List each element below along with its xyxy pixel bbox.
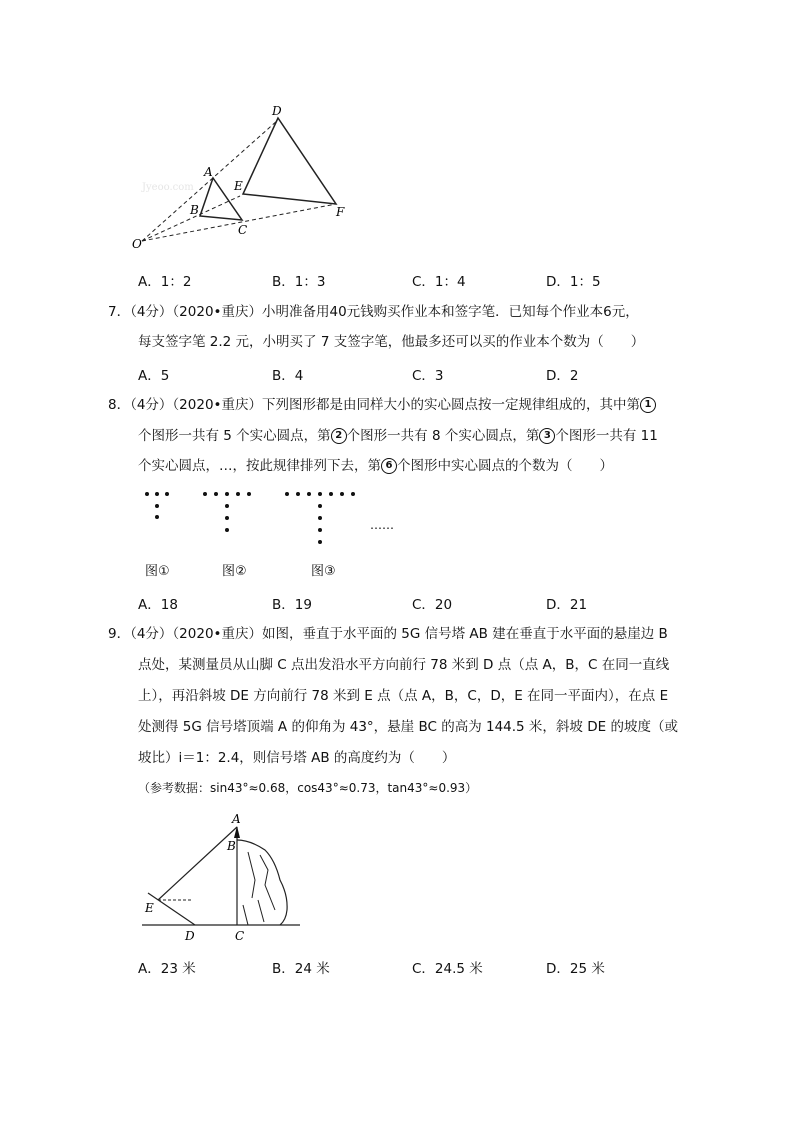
q7-option-b[interactable]: B．4	[272, 368, 304, 384]
q9-option-d[interactable]: D．25 米	[546, 961, 605, 977]
q6-label-C: C	[238, 223, 248, 237]
q9-label-B: B	[227, 839, 236, 853]
q9-text1: 如图，垂直于水平面的 5G 信号塔 AB 建在垂直于水平面的悬崖边 B	[262, 626, 668, 642]
q8-option-d[interactable]: D．21	[546, 597, 588, 613]
q8-figure-2	[203, 492, 251, 532]
q8-text3a: 个实心圆点，…，按此规律排列下去，第	[138, 458, 381, 474]
q6-option-a[interactable]: A．1：2	[138, 274, 192, 290]
q9-option-b[interactable]: B．24 米	[272, 961, 330, 977]
q7-option-a[interactable]: A．5	[138, 368, 170, 384]
q8-dot-figures	[140, 486, 400, 556]
q8-circle-3: 3	[539, 428, 555, 444]
q8-circle-2: 2	[331, 428, 347, 444]
q8-line1	[108, 394, 656, 416]
q9-option-c[interactable]: C．24.5 米	[412, 961, 483, 977]
q8-text1: 下列图形都是由同样大小的实心圆点按一定规律组成的，其中第	[262, 397, 640, 413]
q8-option-c[interactable]: C．20	[412, 597, 453, 613]
q9-line2: 点处，某测量员从山脚 C 点出发沿水平方向前行 78 米到 D 点（点 A，B，C 在同一直线	[138, 657, 670, 673]
q6-label-F: F	[336, 205, 345, 219]
q8-circle-6: 6	[381, 458, 397, 474]
q9-option-a[interactable]: A．23 米	[138, 961, 196, 977]
q7-option-d[interactable]: D．2	[546, 368, 579, 384]
q8-ellipsis: ……	[370, 518, 394, 532]
q9-reference-data: （参考数据：sin43°≈0.68，cos43°≈0.73，tan43°≈0.93）	[138, 781, 478, 795]
q9-line3: 上），再沿斜坡 DE 方向前行 78 米到 E 点（点 A，B，C，D，E 在同一平面内），在点 E	[138, 688, 669, 704]
q6-label-A: A	[204, 165, 213, 179]
q8-option-b[interactable]: B．19	[272, 597, 312, 613]
q8-circle-1: 1	[640, 397, 656, 413]
q9-line1	[108, 623, 668, 645]
q6-watermark: Jyeoo.com	[142, 182, 194, 193]
q7-line1	[108, 301, 639, 323]
q9-line5: 坡比）i＝1：2.4，则信号塔 AB 的高度约为（ ）	[138, 750, 456, 766]
q9-head: 9．（4分）（2020•重庆）	[108, 626, 262, 642]
q8-head: 8．（4分）（2020•重庆）	[108, 397, 262, 413]
q9-label-D: D	[185, 929, 195, 943]
q7-line2: 每支签字笔 2.2 元，小明买了 7 支签字笔，他最多还可以买的作业本个数为（ ）	[138, 334, 645, 350]
q6-label-O: O	[132, 237, 142, 251]
q8-figure-3	[285, 492, 355, 544]
q8-text2a: 个图形一共有 5 个实心圆点，第	[138, 428, 331, 444]
q6-option-d[interactable]: D．1：5	[546, 274, 601, 290]
q6-option-b[interactable]: B．1：3	[272, 274, 326, 290]
q6-label-B: B	[190, 203, 199, 217]
q8-line2	[138, 425, 658, 447]
q9-label-E: E	[145, 901, 154, 915]
q9-line4: 处测得 5G 信号塔顶端 A 的仰角为 43°，悬崖 BC 的高为 144.5 米，斜坡 DE 的坡度（或	[138, 719, 678, 735]
q6-option-c[interactable]: C．1：4	[412, 274, 466, 290]
q9-label-A: A	[232, 812, 241, 826]
q9-label-C: C	[235, 929, 245, 943]
q6-triangle-figure	[130, 98, 360, 258]
q8-text2b: 个图形一共有 8 个实心圆点，第	[346, 428, 540, 444]
q8-line3	[138, 455, 613, 477]
q8-option-a[interactable]: A．18	[138, 597, 178, 613]
q7-option-c[interactable]: C．3	[412, 368, 444, 384]
q9-cliff-figure	[140, 810, 310, 945]
q8-caption-1: 图①	[145, 564, 170, 579]
q7-text1: 小明准备用40元钱购买作业本和签字笔．已知每个作业本6元，	[262, 304, 639, 320]
q6-label-D: D	[272, 104, 282, 118]
q8-text2c: 个图形一共有 11	[555, 428, 658, 444]
q8-figure-1	[145, 492, 169, 519]
q8-caption-3: 图③	[311, 564, 336, 579]
q8-text3b: 个图形中实心圆点的个数为（ ）	[397, 458, 613, 474]
q8-caption-2: 图②	[222, 564, 247, 579]
q7-head: 7．（4分）（2020•重庆）	[108, 304, 262, 320]
q6-label-E: E	[234, 179, 243, 193]
